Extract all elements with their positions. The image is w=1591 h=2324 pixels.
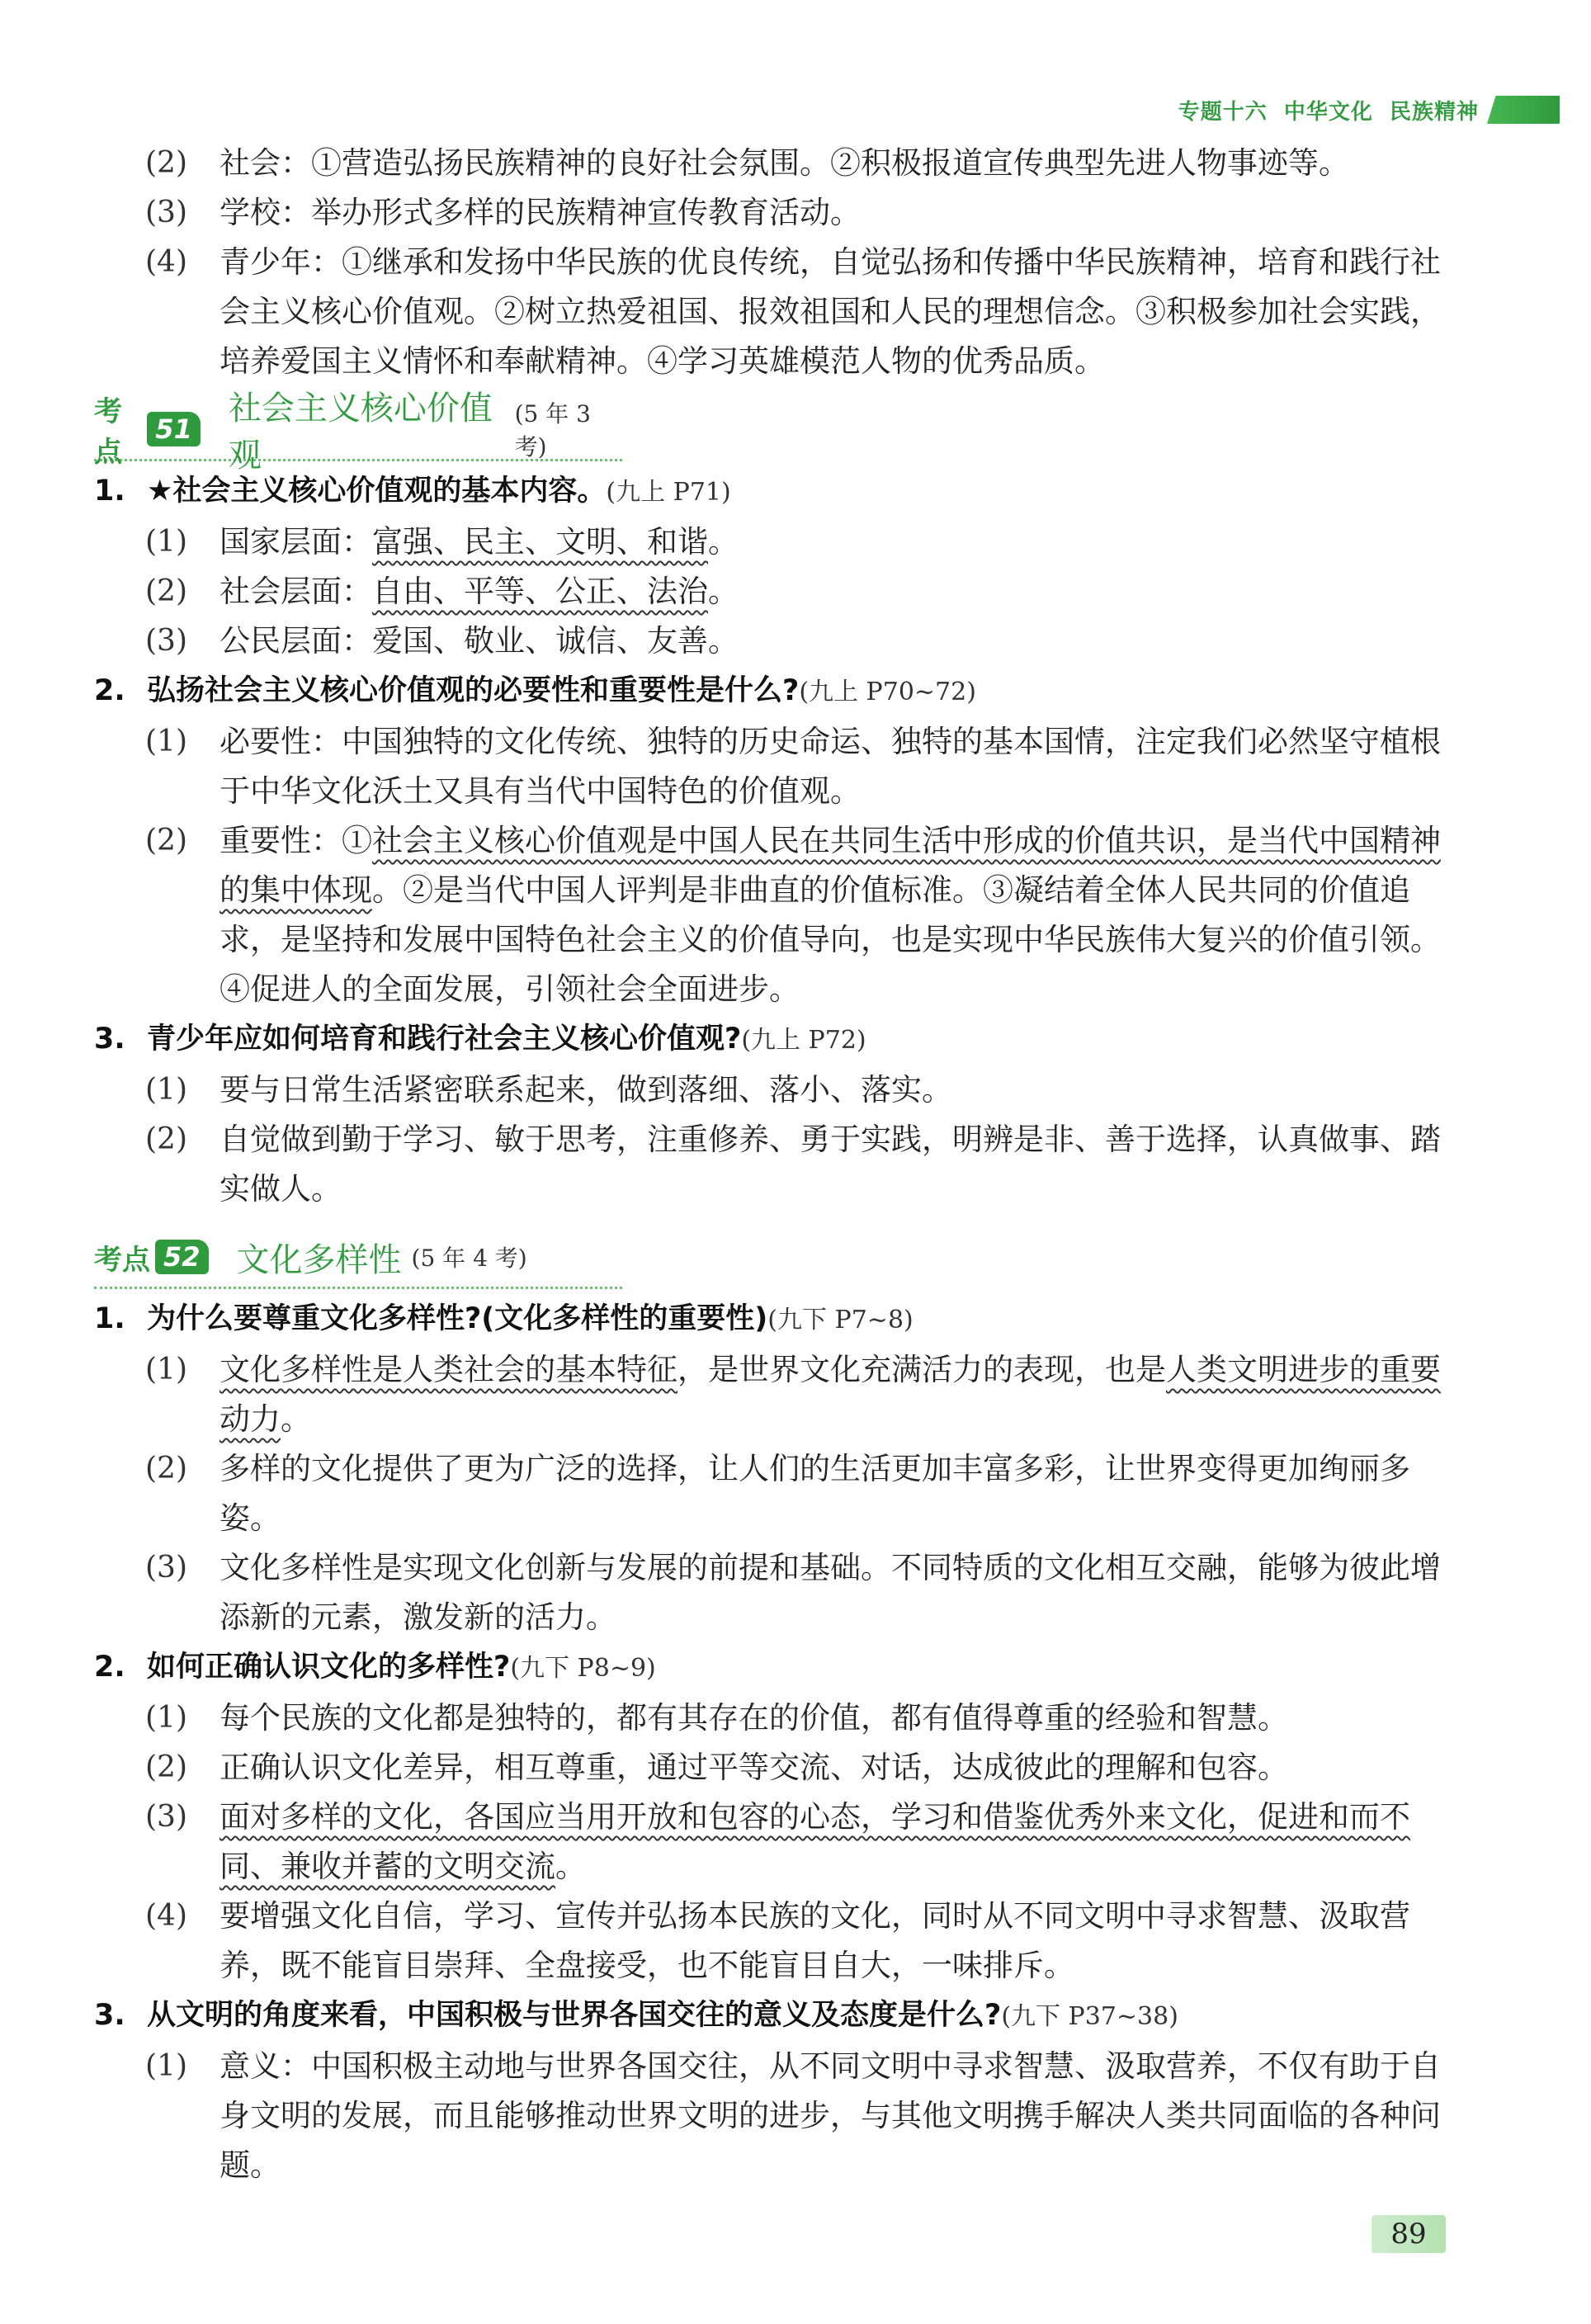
topic-heading-51 [94,390,622,475]
header-bar [1487,96,1560,124]
item-num: (1) [145,2049,187,2083]
answer-item [94,1444,1447,1543]
item-num: (2) [145,1122,187,1156]
item-tail: 。 [281,1401,311,1437]
item-num: (3) [145,1800,187,1834]
item-num: (2) [145,146,187,180]
topic-number: 52 [155,1240,209,1274]
answer-item [94,1793,1447,1892]
page-number: 89 [1371,2215,1446,2253]
topic-number: 51 [147,412,201,446]
page-content [94,139,1447,2190]
question-num: 3. [94,1023,125,1056]
topic-title: 社会主义核心价值观 [228,390,493,475]
question-num: 2. [94,1651,125,1684]
key-point: 人类文明进步的重要动力 [220,1352,1441,1437]
item-num: (3) [145,196,187,229]
item-text: 正确认识文化差异，相互尊重，通过平等交流、对话，达成彼此的理解和包容。 [220,1750,1288,1785]
question-num: 1. [94,1302,125,1335]
key-point: 社会主义核心价值观是中国人民在共同生活中形成的价值共识，是当代中国精神的集中体现 [220,823,1441,908]
answer-item [94,1543,1447,1642]
answer-item [94,717,1447,816]
question [94,1294,1447,1345]
item-tail: 。 [708,574,739,609]
answer-item [94,2042,1447,2190]
topic-badge [94,389,201,470]
question-text: 弘扬社会主义核心价值观的必要性和重要性是什么? [147,674,800,707]
item-num: (2) [145,1750,187,1784]
item-num: (1) [145,525,187,559]
item-num: (1) [145,1353,187,1386]
item-num: (4) [145,1899,187,1933]
textbook-ref: (九下 P8~9) [510,1654,656,1683]
textbook-ref: (九上 P72) [741,1026,866,1055]
answer-item [94,517,1447,567]
answer-item [94,1892,1447,1991]
question-text: 如何正确认识文化的多样性? [147,1651,511,1684]
item-num: (4) [145,245,187,279]
question-text: 从文明的角度来看，中国积极与世界各国交往的意义及态度是什么? [147,1999,1002,2032]
item-num: (2) [145,824,187,857]
key-point: 面对多样的文化，各国应当用开放和包容的心态，学习和借鉴优秀外来文化，促进和而不同、兼收并蓄的文明交流 [220,1799,1410,1884]
question-num: 2. [94,674,125,707]
header-text: 专题十六 中华文化 民族精神 [1178,99,1479,125]
textbook-ref: (九上 P71) [606,478,731,507]
item-num: (2) [145,574,187,608]
item-tail: 。 [555,1849,586,1884]
item-text: 多样的文化提供了更为广泛的选择，让人们的生活更加丰富多彩，让世界变得更加绚丽多姿。 [220,1451,1410,1536]
item-num: (1) [145,1073,187,1107]
item-text: 社会：①营造弘扬民族精神的良好社会氛围。②积极报道宣传典型先进人物事迹等。 [220,145,1349,181]
item-lead: 公民层面：爱国、敬业、诚信、友善。 [220,623,739,659]
topic-label: 考点 [94,1243,150,1277]
intro-item [94,139,1447,188]
item-lead: 国家层面： [220,524,372,560]
question-num: 3. [94,1999,125,2032]
question-text: 青少年应如何培育和践行社会主义核心价值观? [147,1023,742,1056]
answer-item [94,567,1447,616]
item-text: 要增强文化自信，学习、宣传并弘扬本民族的文化，同时从不同文明中寻求智慧、汲取营养，既不能盲目崇拜、全盘接受，也不能盲目自大，一味排斥。 [220,1898,1410,1983]
item-num: (1) [145,1701,187,1735]
question-text: 为什么要尊重文化多样性?(文化多样性的重要性) [147,1302,768,1335]
topic-badge [94,1237,209,1278]
item-num: (3) [145,624,187,658]
textbook-ref: (九上 P70~72) [799,678,976,706]
key-point: 富强、民主、文明、和谐 [372,524,708,560]
item-text: 文化多样性是实现文化创新与发展的前提和基础。不同特质的文化相互交融，能够为彼此增添新的元素，激发新的活力。 [220,1550,1441,1635]
topic-heading-52 [94,1227,622,1289]
textbook-ref: (九下 P7~8) [767,1306,914,1334]
item-text: 意义：中国积极主动地与世界各国交往，从不同文明中寻求智慧、汲取营养，不仅有助于自身文明的发展，而且能够推动世界文明的进步，与其他文明携手解决人类共同面临的各种问题。 [220,2048,1441,2183]
answer-item [94,1065,1447,1115]
item-num: (3) [145,1551,187,1585]
item-num: (1) [145,725,187,758]
item-text: 每个民族的文化都是独特的，都有其存在的价值，都有值得尊重的经验和智慧。 [220,1700,1288,1736]
key-point: 自由、平等、公正、法治 [372,574,708,609]
topic-label: 考点 [94,395,122,469]
item-text: 学校：举办形式多样的民族精神宣传教育活动。 [220,195,861,230]
question [94,1014,1447,1065]
answer-item [94,1743,1447,1793]
question [94,1991,1447,2042]
answer-item [94,1693,1447,1743]
answer-item [94,816,1447,1014]
question-num: 1. [94,475,125,508]
answer-item [94,1345,1447,1444]
topic-title: 文化多样性 [236,1240,402,1279]
item-text: 必要性：中国独特的文化传统、独特的历史命运、独特的基本国情，注定我们必然坚守植根于中华文化沃土又具有当代中国特色的价值观。 [220,724,1441,809]
answer-item [94,616,1447,666]
item-num: (2) [145,1452,187,1486]
item-text: 要与日常生活紧密联系起来，做到落细、落小、落实。 [220,1072,952,1108]
intro-item [94,188,1447,238]
item-tail: 。 [708,524,739,560]
topic-frequency: (5 年 4 考) [411,1245,527,1272]
question [94,466,1447,517]
question [94,1642,1447,1693]
textbook-ref: (九下 P37~38) [1001,2002,1178,2031]
item-lead: 社会层面： [220,574,372,609]
item-lead: 重要性：① [220,823,372,858]
answer-item [94,1115,1447,1214]
intro-item [94,238,1447,386]
question-text: ★社会主义核心价值观的基本内容。 [147,475,607,508]
item-text: 自觉做到勤于学习、敏于思考，注重修养、勇于实践，明辨是非、善于选择，认真做事、踏实做人。 [220,1122,1441,1207]
item-mid: ，是世界文化充满活力的表现，也是 [677,1352,1166,1387]
item-tail: 。②是当代中国人评判是非曲直的价值标准。③凝结着全体人民共同的价值追求，是坚持和发展中国特色社会主义的价值导向，也是实现中华民族伟大复兴的价值引领。④促进人的全面发展，引领社会全面进步。 [220,872,1441,1007]
item-text: 青少年：①继承和发扬中华民族的优良传统，自觉弘扬和传播中华民族精神，培育和践行社会主义核心价值观。②树立热爱祖国、报效祖国和人民的理想信念。③积极参加社会实践，培养爱国主义情怀和奉献精神。④学习英雄模范人物的优秀品质。 [220,244,1441,379]
topic-frequency: (5 年 3 考) [514,400,591,461]
question [94,666,1447,717]
key-point: 文化多样性是人类社会的基本特征 [220,1352,677,1387]
page-header [1178,89,1560,130]
